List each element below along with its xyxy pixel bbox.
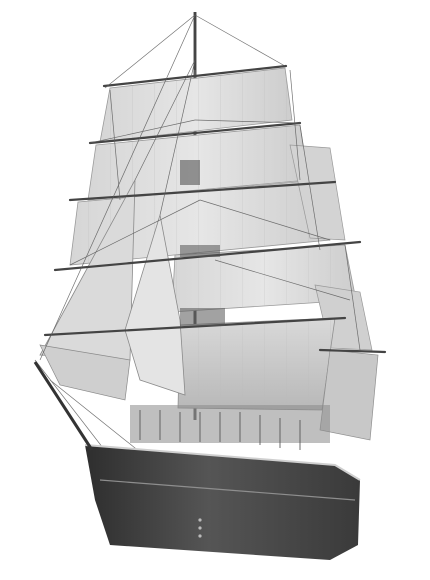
hull-body [85, 445, 360, 560]
